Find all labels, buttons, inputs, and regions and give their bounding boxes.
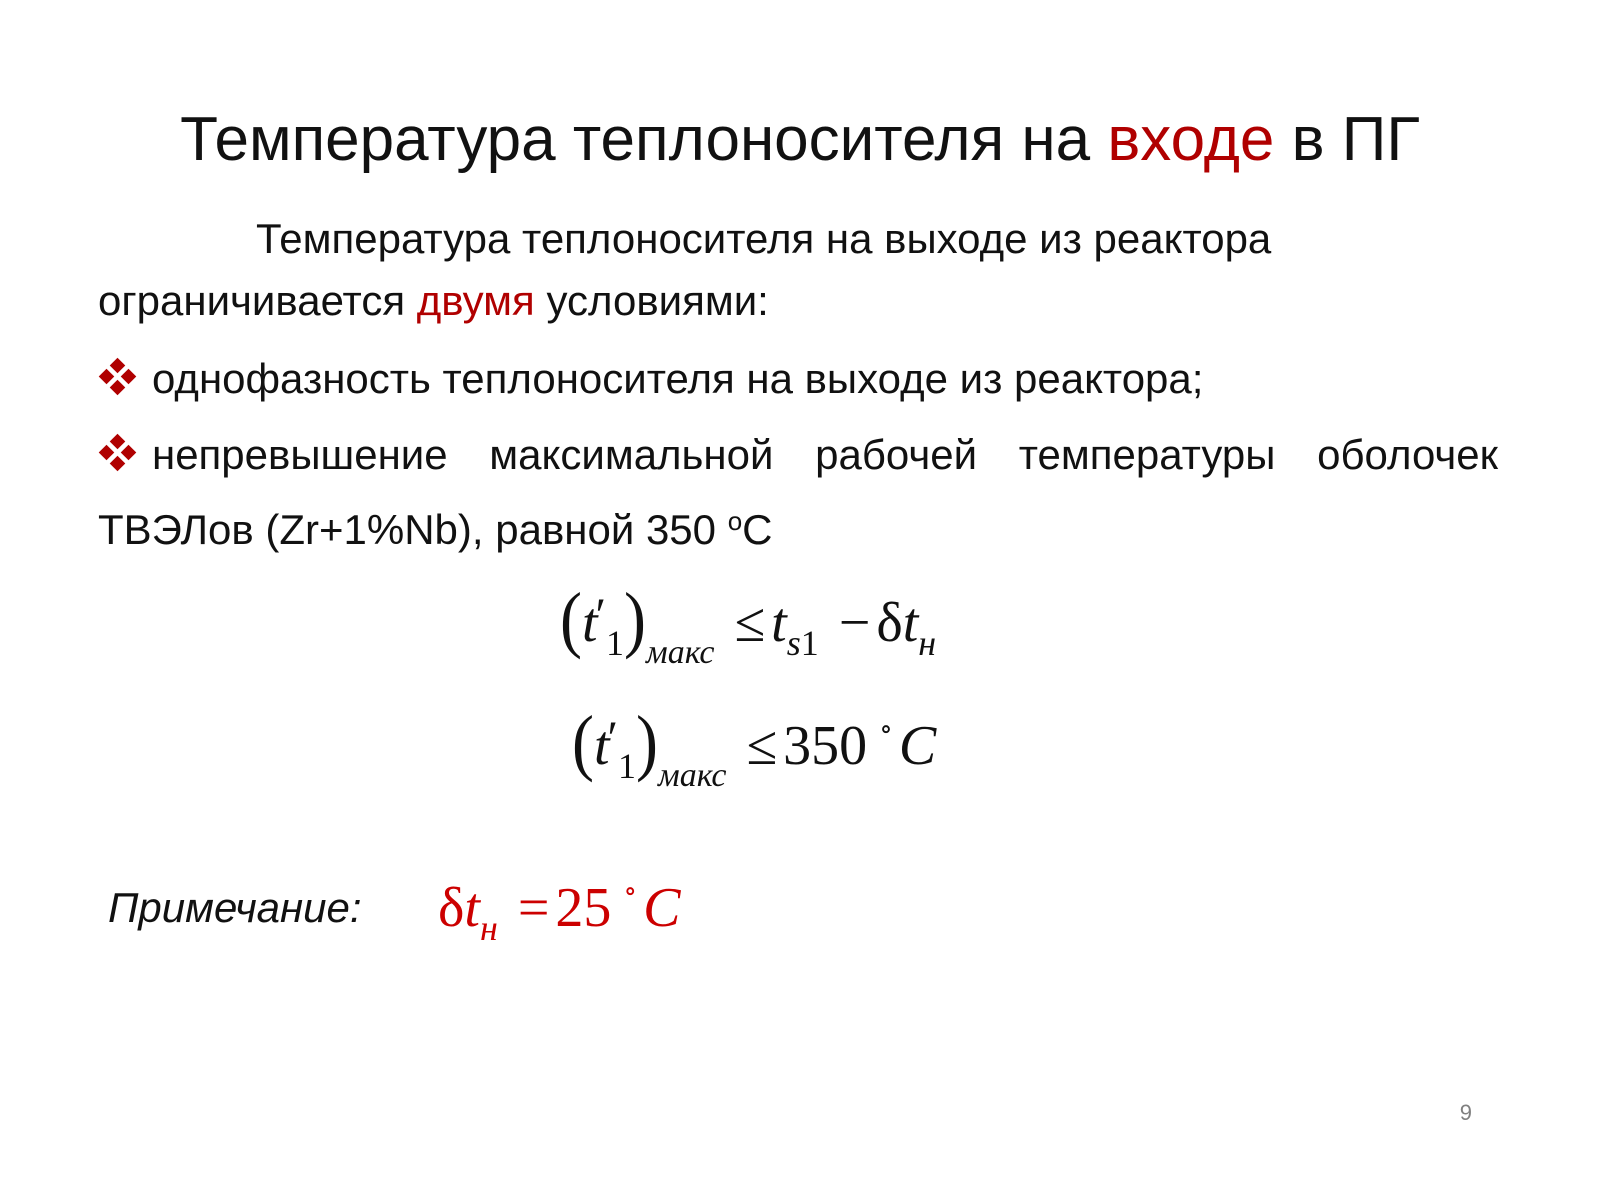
bullet-item-2 <box>98 422 1498 563</box>
bullet2-text: непревышение максимальной рабочей температуры оболочек ТВЭЛов (Zr+1%Nb), равной 350 <box>98 431 1498 553</box>
f1-one: 1 <box>800 623 819 663</box>
bullet-item-1 <box>98 346 1498 412</box>
f1-minus: − <box>838 592 871 654</box>
page-number: 9 <box>1459 1100 1472 1125</box>
f3-t: t <box>464 877 480 939</box>
intro-paragraph <box>98 208 1498 332</box>
f2-unit: C <box>898 715 937 777</box>
f1-sub-maks: макс <box>646 634 715 671</box>
f1-delta: δ <box>876 592 903 654</box>
diamond-bullet-icon <box>98 433 138 473</box>
f3-unit: C <box>643 877 681 939</box>
f1-t: t <box>581 592 598 654</box>
note-formula <box>438 874 681 949</box>
f3-delta: δ <box>438 877 465 939</box>
f2-index: 1 <box>618 746 637 786</box>
f1-s: s <box>786 623 801 663</box>
f1-index: 1 <box>606 623 625 663</box>
f2-value: 350 <box>783 715 868 777</box>
title-highlight: входе <box>1107 105 1275 174</box>
f1-tn: t <box>902 592 919 654</box>
diamond-bullet-icon <box>98 357 138 397</box>
paragraph-part1: ограничивается <box>98 277 417 324</box>
f2-leq: ≤ <box>746 715 778 777</box>
f1-ts: t <box>771 592 787 654</box>
title-part2: в ПГ <box>1274 105 1420 174</box>
f2-degree: ∘ <box>879 714 893 745</box>
paragraph-part2: условиями: <box>534 277 769 324</box>
f3-value: 25 <box>555 877 612 939</box>
bullet2-unit: С <box>742 506 773 553</box>
paragraph-highlight: двумя <box>416 277 535 324</box>
formula-max-temperature-saturation: $(t'_1)_{макс} \le t_{s1} - \delta t_н$ <box>560 578 937 671</box>
bullet1-text: однофазность теплоносителя на выходе из реактора; <box>152 355 1204 402</box>
f3-eq: = <box>517 877 550 939</box>
note-label: Примечание: <box>108 884 362 931</box>
f2-sub-maks: макс <box>658 757 727 794</box>
slide-title <box>0 100 1600 180</box>
f2-t: t <box>593 715 610 777</box>
f1-leq: ≤ <box>734 592 766 654</box>
bullet2-degree: о <box>727 506 743 536</box>
f1-n: н <box>918 623 937 663</box>
f3-degree: ∘ <box>623 876 638 907</box>
f3-n: н <box>479 908 498 948</box>
title-part1: Температура теплоносителя на <box>180 105 1108 174</box>
paragraph-line1: Температура теплоносителя на выходе из реактора <box>256 215 1272 262</box>
formula-max-temperature-limit: $(t'_1)_{макс} \le 350$ ∘ C <box>572 701 937 794</box>
